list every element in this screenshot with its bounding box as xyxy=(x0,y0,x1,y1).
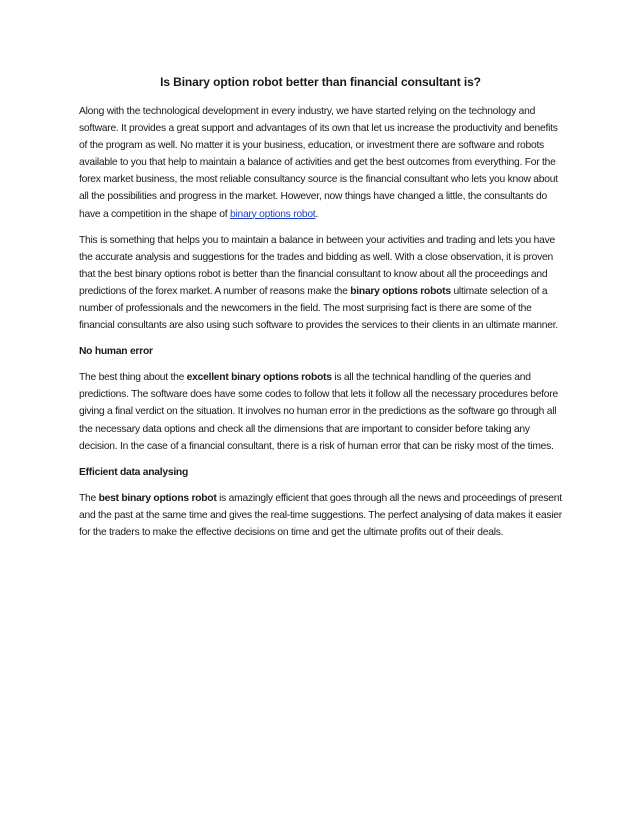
intro-text: Along with the technological development in every industry, we have started relying on the technology and software. It provides a great support and advantages of its own that let us increase the productivity and benefits of the program as well. No matter it is your business, education, or investment there are software and robots available to you that help to maintain a balance of activities and get the best outcomes from everything. For the forex market business, the most reliable consultancy source is the financial consultant who lets you know about all the possibilities and progress in the market. However, now things have changed a little, the consultants do have a competition in the shape of xyxy=(79,106,558,220)
efficient-data-analysing-paragraph xyxy=(79,490,562,541)
section-heading-no-human-error: No human error xyxy=(79,346,153,358)
efficient-data-text-end: is amazingly efficient that goes through all the news and proceedings of present and the past at the same time and gives the real-time suggestions. The perfect analysing of data makes it easier for the traders to make the effective decisions on time and get the ultimate profits out of their deals. xyxy=(79,492,562,538)
no-human-error-text: The best thing about the xyxy=(79,372,187,384)
no-human-error-text-end: is all the technical handling of the queries and predictions. The software does have some codes to follow that lets it follow all the necessary procedures before giving a final verdict on the situation. It involves no human error in the predictions as the software go through all the necessary data options and check all the dimensions that are important to consider before taking any decision. In the case of a financial consultant, there is a risk of human error that can be risky most of the times. xyxy=(79,372,558,452)
second-paragraph xyxy=(79,232,562,335)
intro-text-end: . xyxy=(315,208,319,220)
second-paragraph-text: This is something that helps you to maintain a balance in between your activities and trading and lets you have the accurate analysis and suggestions for the trades and bidding as well. With a close observation, it is proven that the best binary options robot is better than the financial consultant to know about all the proceedings and predictions of the forex market. A number of reasons make the xyxy=(79,234,555,297)
intro-paragraph xyxy=(79,103,562,223)
second-paragraph-bold: binary options robots xyxy=(350,285,451,297)
page-title: Is Binary option robot better than financial consultant is? xyxy=(160,75,481,89)
second-paragraph-text-end: ultimate selection of a number of professionals and the newcomers in the field. The most surprising fact is there are some of the financial consultants are also using such software to provides the services to their clients in an ultimate manner. xyxy=(79,285,558,332)
no-human-error-paragraph xyxy=(79,369,562,454)
section-heading-efficient-data-analysing: Efficient data analysing xyxy=(79,466,189,478)
binary-options-robot-link[interactable]: binary options robot xyxy=(229,208,316,220)
no-human-error-bold: excellent binary options robots xyxy=(186,372,332,384)
efficient-data-bold: best binary options robot xyxy=(98,492,217,504)
efficient-data-text: The xyxy=(79,492,99,504)
